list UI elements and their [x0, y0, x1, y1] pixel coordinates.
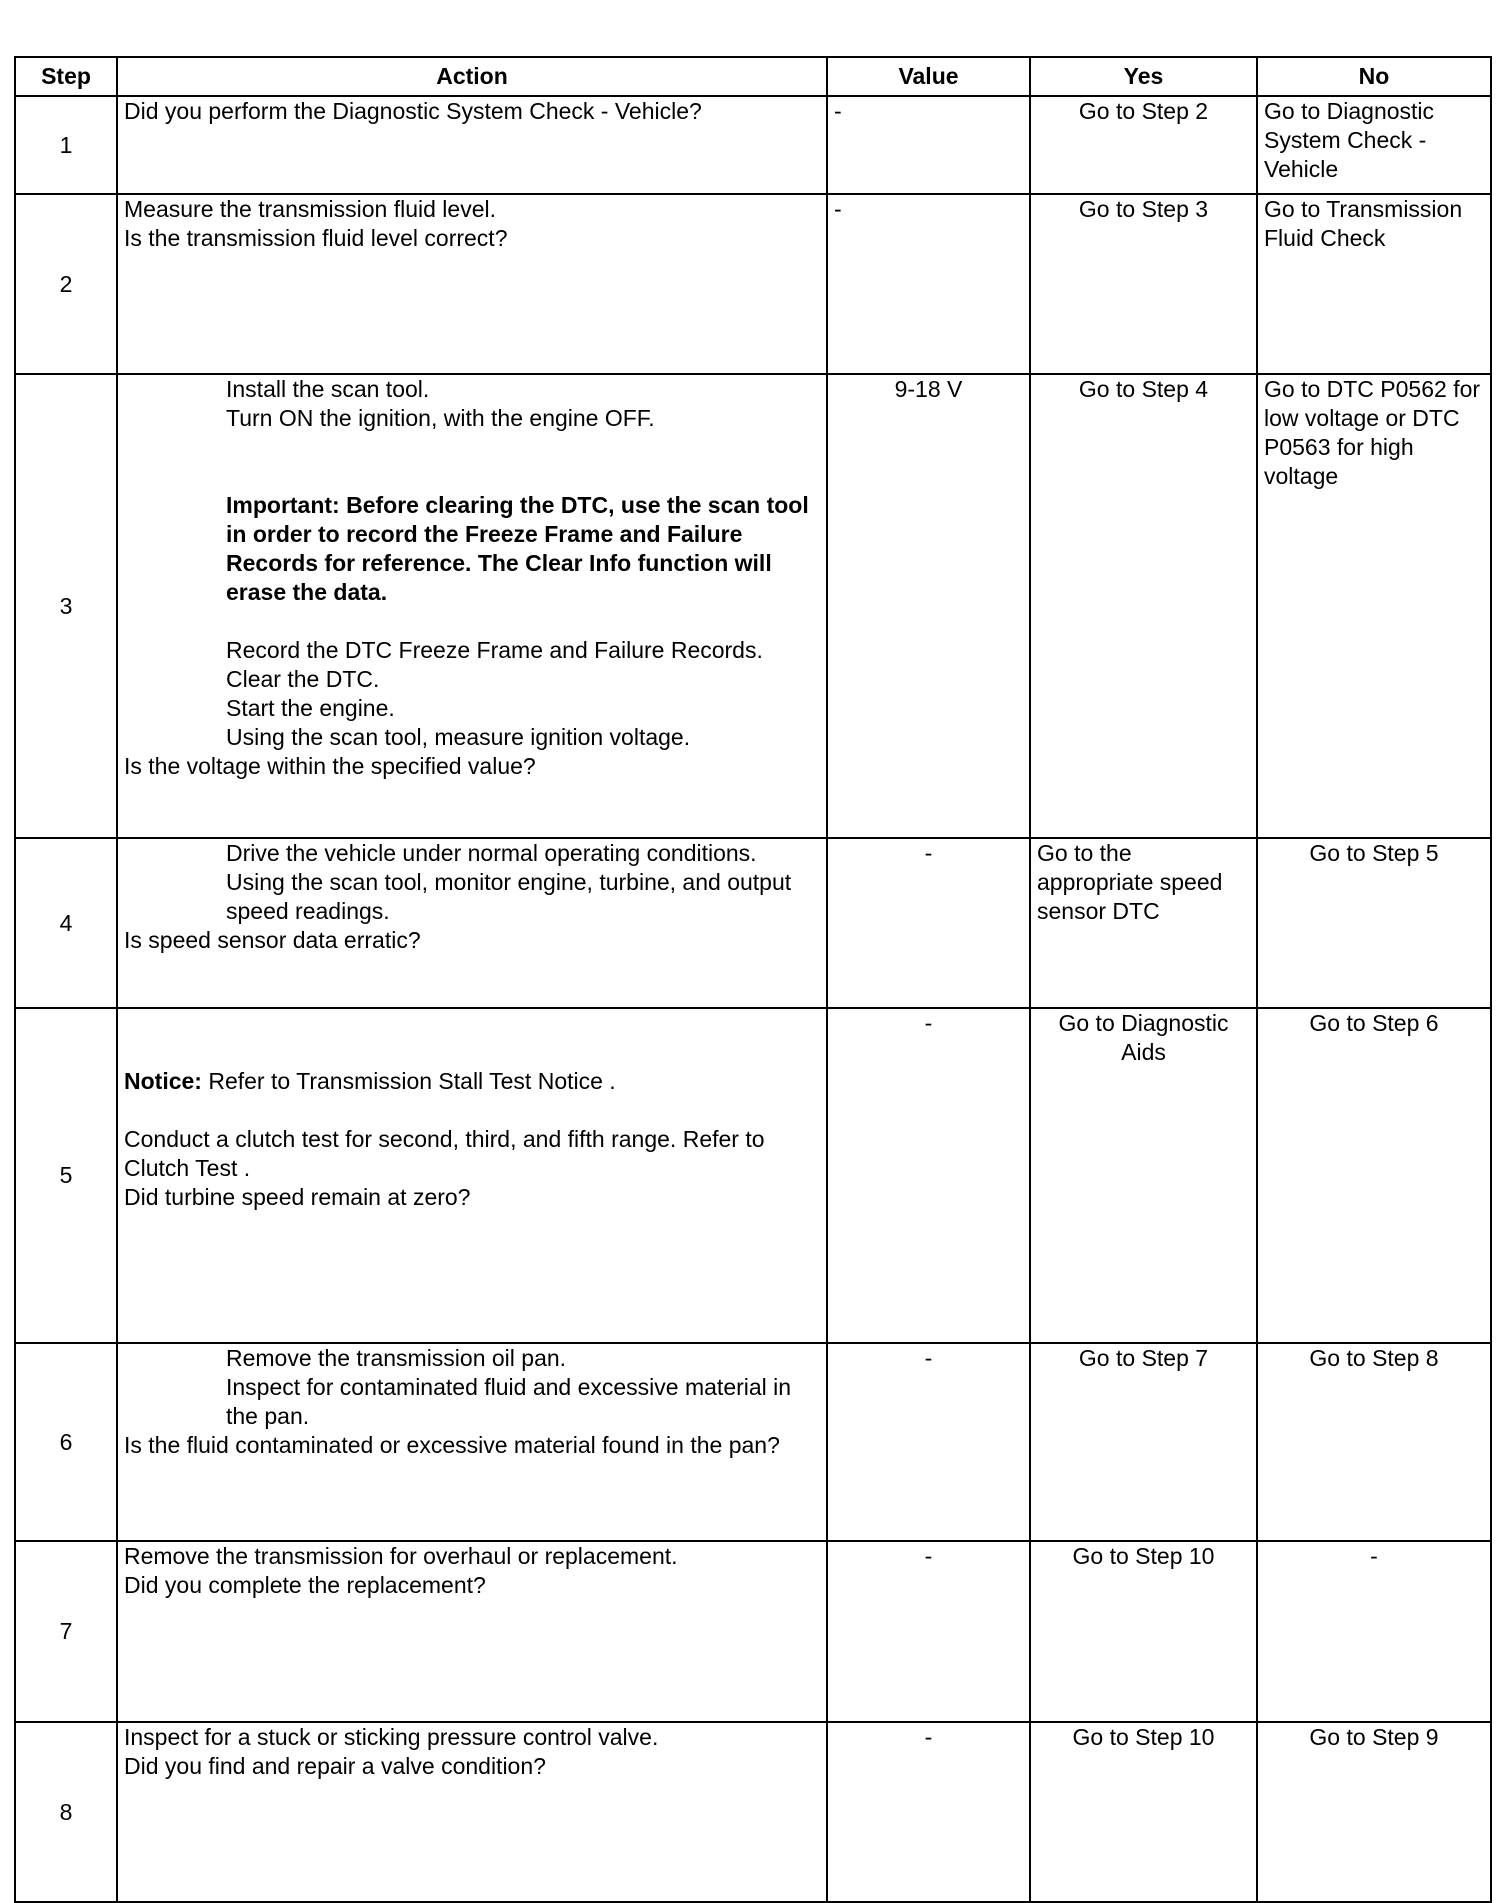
notice-line: [124, 1067, 820, 1096]
yes-link[interactable]: Go to Step 10: [1072, 1543, 1215, 1569]
yes-link[interactable]: Go to Step 7: [1078, 1345, 1209, 1371]
action-text: Inspect for a stuck or sticking pressure control valve.: [124, 1724, 659, 1750]
value-cell: [827, 1722, 1030, 1902]
action-line: Start the engine.: [226, 695, 395, 721]
value-cell: [827, 194, 1030, 374]
yes-cell: [1030, 374, 1257, 838]
no-link[interactable]: Go to DTC P0562 for low voltage or DTC P0563 for high voltage: [1264, 376, 1481, 489]
no-link[interactable]: Go to Step 6: [1309, 1010, 1439, 1036]
value-cell: [827, 96, 1030, 194]
value-text: -: [924, 1345, 933, 1371]
step-number: 8: [15, 1722, 117, 1902]
action-cell: [117, 1541, 827, 1722]
yes-cell: [1030, 1541, 1257, 1722]
header-step: Step: [15, 57, 117, 96]
action-cell: [117, 96, 827, 194]
table-row: [15, 1343, 1491, 1541]
no-text: -: [1370, 1543, 1378, 1569]
table-row: [15, 1008, 1491, 1343]
no-cell: [1257, 1541, 1491, 1722]
table-row: [15, 374, 1491, 838]
action-line: Drive the vehicle under normal operating conditions.: [226, 840, 757, 866]
action-cell: [117, 374, 827, 838]
table-row: [15, 96, 1491, 194]
no-cell: [1257, 194, 1491, 374]
action-question: Did turbine speed remain at zero?: [124, 1184, 471, 1210]
table-row: [15, 1541, 1491, 1722]
yes-cell: [1030, 96, 1257, 194]
table-row: [15, 194, 1491, 374]
yes-link[interactable]: Go to Step 4: [1078, 376, 1209, 402]
value-text: -: [924, 840, 933, 866]
yes-cell: [1030, 1343, 1257, 1541]
no-link[interactable]: Go to Step 8: [1309, 1345, 1439, 1371]
action-question: Is the voltage within the specified value?: [124, 753, 536, 779]
action-cell: [117, 1343, 827, 1541]
value-text: -: [834, 98, 842, 124]
yes-cell: [1030, 838, 1257, 1008]
no-cell: [1257, 1343, 1491, 1541]
no-link[interactable]: Go to Step 5: [1309, 840, 1439, 866]
diagnostic-table: [14, 56, 1492, 1903]
action-line: Install the scan tool.: [226, 376, 430, 402]
value-cell: [827, 374, 1030, 838]
yes-link[interactable]: Go to the appropriate speed sensor DTC: [1037, 840, 1223, 924]
yes-cell: [1030, 194, 1257, 374]
value-cell: [827, 1343, 1030, 1541]
yes-cell: [1030, 1722, 1257, 1902]
header-row: [15, 57, 1491, 96]
value-cell: [827, 838, 1030, 1008]
notice-text: Refer to Transmission Stall Test Notice .: [201, 1068, 616, 1094]
no-link[interactable]: Go to Diagnostic System Check - Vehicle: [1264, 98, 1435, 182]
action-cell: [117, 1008, 827, 1343]
header-no: No: [1257, 57, 1491, 96]
action-line: Turn ON the ignition, with the engine OFF.: [226, 405, 655, 431]
action-text: Did you perform the Diagnostic System Check - Vehicle?: [124, 98, 702, 124]
no-cell: [1257, 96, 1491, 194]
step-number: 7: [15, 1541, 117, 1722]
action-cell: [117, 838, 827, 1008]
action-text: Remove the transmission for overhaul or replacement.: [124, 1543, 678, 1569]
value-text: 9-18 V: [894, 376, 963, 402]
action-line: Record the DTC Freeze Frame and Failure Records.: [226, 637, 763, 663]
value-text: -: [924, 1724, 933, 1750]
no-link[interactable]: Go to Transmission Fluid Check: [1264, 196, 1463, 251]
value-cell: [827, 1008, 1030, 1343]
yes-link[interactable]: Go to Step 10: [1072, 1724, 1215, 1750]
value-text: -: [924, 1010, 933, 1036]
no-cell: [1257, 374, 1491, 838]
notice-label: Notice:: [124, 1068, 202, 1094]
action-text: Conduct a clutch test for second, third, and fifth range. Refer to Clutch Test .: [124, 1126, 765, 1181]
value-text: -: [924, 1543, 933, 1569]
action-question: Did you complete the replacement?: [124, 1572, 486, 1598]
action-cell: [117, 1722, 827, 1902]
action-cell: [117, 194, 827, 374]
header-action: Action: [117, 57, 827, 96]
action-question: Is the fluid contaminated or excessive material found in the pan?: [124, 1432, 780, 1458]
action-question: Is speed sensor data erratic?: [124, 927, 421, 953]
action-line: Clear the DTC.: [226, 666, 380, 692]
yes-link[interactable]: Go to Diagnostic Aids: [1058, 1010, 1229, 1065]
no-cell: [1257, 1722, 1491, 1902]
yes-link[interactable]: Go to Step 2: [1078, 98, 1209, 124]
no-cell: [1257, 838, 1491, 1008]
important-note: Important: Before clearing the DTC, use the scan tool in order to record the Freeze Frame and Failure Records for reference. The Clear Info function will erase the data.: [226, 492, 809, 605]
action-question: Is the transmission fluid level correct?: [124, 225, 508, 251]
step-number: 2: [15, 194, 117, 374]
step-number: 4: [15, 838, 117, 1008]
no-cell: [1257, 1008, 1491, 1343]
action-line: Inspect for contaminated fluid and excessive material in the pan.: [226, 1374, 792, 1429]
table-row: [15, 838, 1491, 1008]
yes-cell: [1030, 1008, 1257, 1343]
step-number: 5: [15, 1008, 117, 1343]
action-line: Using the scan tool, monitor engine, turbine, and output speed readings.: [226, 869, 792, 924]
no-link[interactable]: Go to Step 9: [1309, 1724, 1439, 1750]
action-line: Using the scan tool, measure ignition voltage.: [226, 724, 691, 750]
action-line: Remove the transmission oil pan.: [226, 1345, 567, 1371]
table-row: [15, 1722, 1491, 1902]
step-number: 3: [15, 374, 117, 838]
header-value: Value: [827, 57, 1030, 96]
step-number: 1: [15, 96, 117, 194]
value-cell: [827, 1541, 1030, 1722]
action-question: Did you find and repair a valve condition?: [124, 1753, 546, 1779]
header-yes: Yes: [1030, 57, 1257, 96]
step-number: 6: [15, 1343, 117, 1541]
value-text: -: [834, 196, 842, 222]
action-text: Measure the transmission fluid level.: [124, 196, 496, 222]
yes-link[interactable]: Go to Step 3: [1078, 196, 1209, 222]
